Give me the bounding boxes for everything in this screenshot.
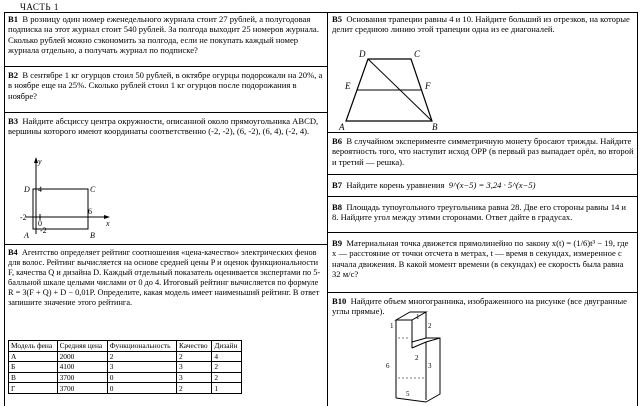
task-b7-text: Найдите корень уравнения bbox=[346, 180, 445, 190]
dimension-label: 1 bbox=[416, 313, 420, 321]
b5-trapezoid-figure bbox=[336, 46, 446, 132]
y-tick-4: 4 bbox=[38, 185, 42, 194]
vertex-a: A bbox=[339, 122, 345, 132]
top-face bbox=[396, 312, 426, 320]
table-header-row bbox=[9, 341, 242, 352]
vertex-a: A bbox=[24, 231, 29, 240]
task-b8-number: В8 bbox=[332, 202, 343, 212]
b10-polyhedron-figure bbox=[384, 308, 446, 404]
task-b7-number: В7 bbox=[332, 180, 343, 190]
x-tick-neg2: -2 bbox=[20, 213, 27, 222]
origin-zero: 0 bbox=[38, 219, 42, 228]
task-b3-text: Найдите абсциссу центра окружности, описанной около прямоугольника ABCD, вершины которого имеют координаты соответственно (-2, -2), (6, -2), (6, 4), (-2, 4). bbox=[8, 116, 319, 137]
vertex-b: B bbox=[90, 231, 95, 240]
task-b1-text: В розницу один номер еженедельного журнала стоит 27 рублей, а полугодовая подписка на этот журнал стоит 540 рублей. За полгода выходит 25 номеров журнала. Сколько рублей можно сэкономить за полгода, если не покупать каждый номер журнала отдельно, а получать журнал по подписке? bbox=[8, 14, 319, 55]
task-b4-text: Агентство определяет рейтинг соотношения «цена-качество» электрических фенов для волос. Рейтинг вычисляется на основе средней цены P и оценок функциональности F, качества Q и дизайна D. Каждый отдельный показатель оценивается экспертами по 5-балльной шкале целыми числами от 0 до 4. Итоговый рейтинг вычисляется по формуле R = 3(F + Q) + D − 0,01P. Определите, какая модель имеет наименьший рейтинг. В ответ запишите значение этого рейтинга. bbox=[8, 248, 321, 307]
dimension-label: 1 bbox=[390, 322, 394, 330]
point-f: F bbox=[425, 81, 431, 91]
dimension-label: 5 bbox=[406, 390, 410, 398]
table-cell: 2 bbox=[176, 383, 211, 394]
task-b2-text: В сентябре 1 кг огурцов стоил 50 рублей, в октябре огурцы подорожали на 20%, а в ноябре еще на 25%. Сколько рублей стоил 1 кг огурцов после подорожания в ноябре? bbox=[8, 70, 323, 101]
table-cell: 3700 bbox=[57, 372, 107, 383]
task-b8-text: Площадь тупоугольного треугольника равна 28. Две его стороны равны 14 и 8. Найдите угол между этими сторонами. Ответ дайте в градусах. bbox=[332, 202, 627, 223]
dimension-label: 3 bbox=[428, 362, 432, 370]
rating-table bbox=[8, 340, 242, 394]
edge bbox=[426, 338, 440, 342]
task-b2 bbox=[8, 70, 324, 101]
task-b9 bbox=[332, 238, 634, 279]
table-cell: 2 bbox=[212, 362, 242, 373]
task-b8 bbox=[332, 202, 634, 223]
table-row bbox=[9, 351, 242, 362]
task-b3-number: В3 bbox=[8, 116, 19, 126]
task-b5-number: В5 bbox=[332, 14, 343, 24]
task-b5-text: Основания трапеции равны 4 и 10. Найдите больший из отрезков, на которые делит среднюю линию этой трапеции одна из ее диагоналей. bbox=[332, 14, 630, 35]
table-cell: 3 bbox=[107, 362, 176, 373]
table-cell: 4 bbox=[212, 351, 242, 362]
edge bbox=[412, 342, 426, 400]
divider bbox=[328, 232, 638, 233]
task-b10-text: Найдите объем многогранника, изображенного на рисунке (все двугранные углы прямые). bbox=[332, 296, 627, 317]
task-b9-number: В9 bbox=[332, 238, 343, 248]
divider bbox=[328, 132, 638, 133]
task-b4-number: В4 bbox=[8, 248, 18, 257]
table-cell: А bbox=[9, 351, 58, 362]
task-b1-number: В1 bbox=[8, 14, 19, 24]
table-header-cell: Функциональность bbox=[107, 341, 176, 352]
divider bbox=[328, 196, 638, 197]
table-row bbox=[9, 372, 242, 383]
y-axis-label: y bbox=[38, 157, 42, 166]
divider bbox=[4, 66, 328, 67]
table-cell: Б bbox=[9, 362, 58, 373]
table-cell: 3700 bbox=[57, 383, 107, 394]
task-b10-number: В10 bbox=[332, 296, 347, 306]
table-cell: 3 bbox=[176, 372, 211, 383]
divider bbox=[328, 292, 638, 293]
divider bbox=[4, 112, 328, 113]
task-b9-text: Материальная точка движется прямолинейно по закону x(t) = (1/6)t³ − 19, где x — расстояние от точки отсчета в метрах, t — время в секундах, измеренное с начала движения. В какой момент времени (в секундах) ее скорость была равна 32 м/с? bbox=[332, 238, 629, 279]
table-cell: 1 bbox=[212, 383, 242, 394]
vertex-c: C bbox=[414, 49, 421, 59]
divider bbox=[328, 174, 638, 175]
dimension-label: 6 bbox=[386, 362, 390, 370]
x-tick-6: 6 bbox=[88, 207, 92, 216]
table-cell: 0 bbox=[107, 372, 176, 383]
vertex-d: D bbox=[24, 185, 30, 194]
table-header-cell: Качество bbox=[176, 341, 211, 352]
task-b4 bbox=[8, 248, 324, 307]
task-b6-number: В6 bbox=[332, 136, 343, 146]
task-b2-number: В2 bbox=[8, 70, 19, 80]
table-cell: В bbox=[9, 372, 58, 383]
dimension-label: 2 bbox=[428, 322, 432, 330]
part-title: ЧАСТЬ 1 bbox=[20, 2, 59, 12]
table-cell: 4100 bbox=[57, 362, 107, 373]
task-b10 bbox=[332, 296, 634, 317]
edge bbox=[396, 398, 426, 402]
table-cell: Г bbox=[9, 383, 58, 394]
table-header-cell: Средняя цена bbox=[57, 341, 107, 352]
b3-coordinate-graph bbox=[18, 154, 118, 240]
task-b5 bbox=[332, 14, 634, 35]
task-b7-equation: 9^(x−5) = 3,24 · 5^(x−5) bbox=[448, 180, 536, 190]
vertex-d: D bbox=[359, 49, 366, 59]
task-b7 bbox=[332, 180, 634, 190]
table-cell: 2 bbox=[176, 351, 211, 362]
x-axis-label: x bbox=[106, 219, 110, 228]
task-b1 bbox=[8, 14, 324, 55]
table-cell: 2 bbox=[212, 372, 242, 383]
vertex-b: B bbox=[432, 122, 438, 132]
task-b6-text: В случайном эксперименте симметричную монету бросают трижды. Найдите вероятность того, что наступит исход ОРР (в первый раз выпадает орёл, во второй и третий — решка). bbox=[332, 136, 634, 167]
table-header-cell: Дизайн bbox=[212, 341, 242, 352]
dimension-label: 2 bbox=[415, 354, 419, 362]
table-cell: 2000 bbox=[57, 351, 107, 362]
table-header-cell: Модель фена bbox=[9, 341, 58, 352]
task-b6 bbox=[332, 136, 634, 167]
table-row bbox=[9, 362, 242, 373]
table-cell: 3 bbox=[176, 362, 211, 373]
y-tick-neg2: -2 bbox=[40, 226, 47, 235]
task-b3 bbox=[8, 116, 324, 137]
vertex-c: C bbox=[90, 185, 96, 194]
point-e: E bbox=[345, 81, 351, 91]
divider bbox=[4, 244, 328, 245]
table-cell: 0 bbox=[107, 383, 176, 394]
table-row bbox=[9, 383, 242, 394]
table-cell: 2 bbox=[107, 351, 176, 362]
